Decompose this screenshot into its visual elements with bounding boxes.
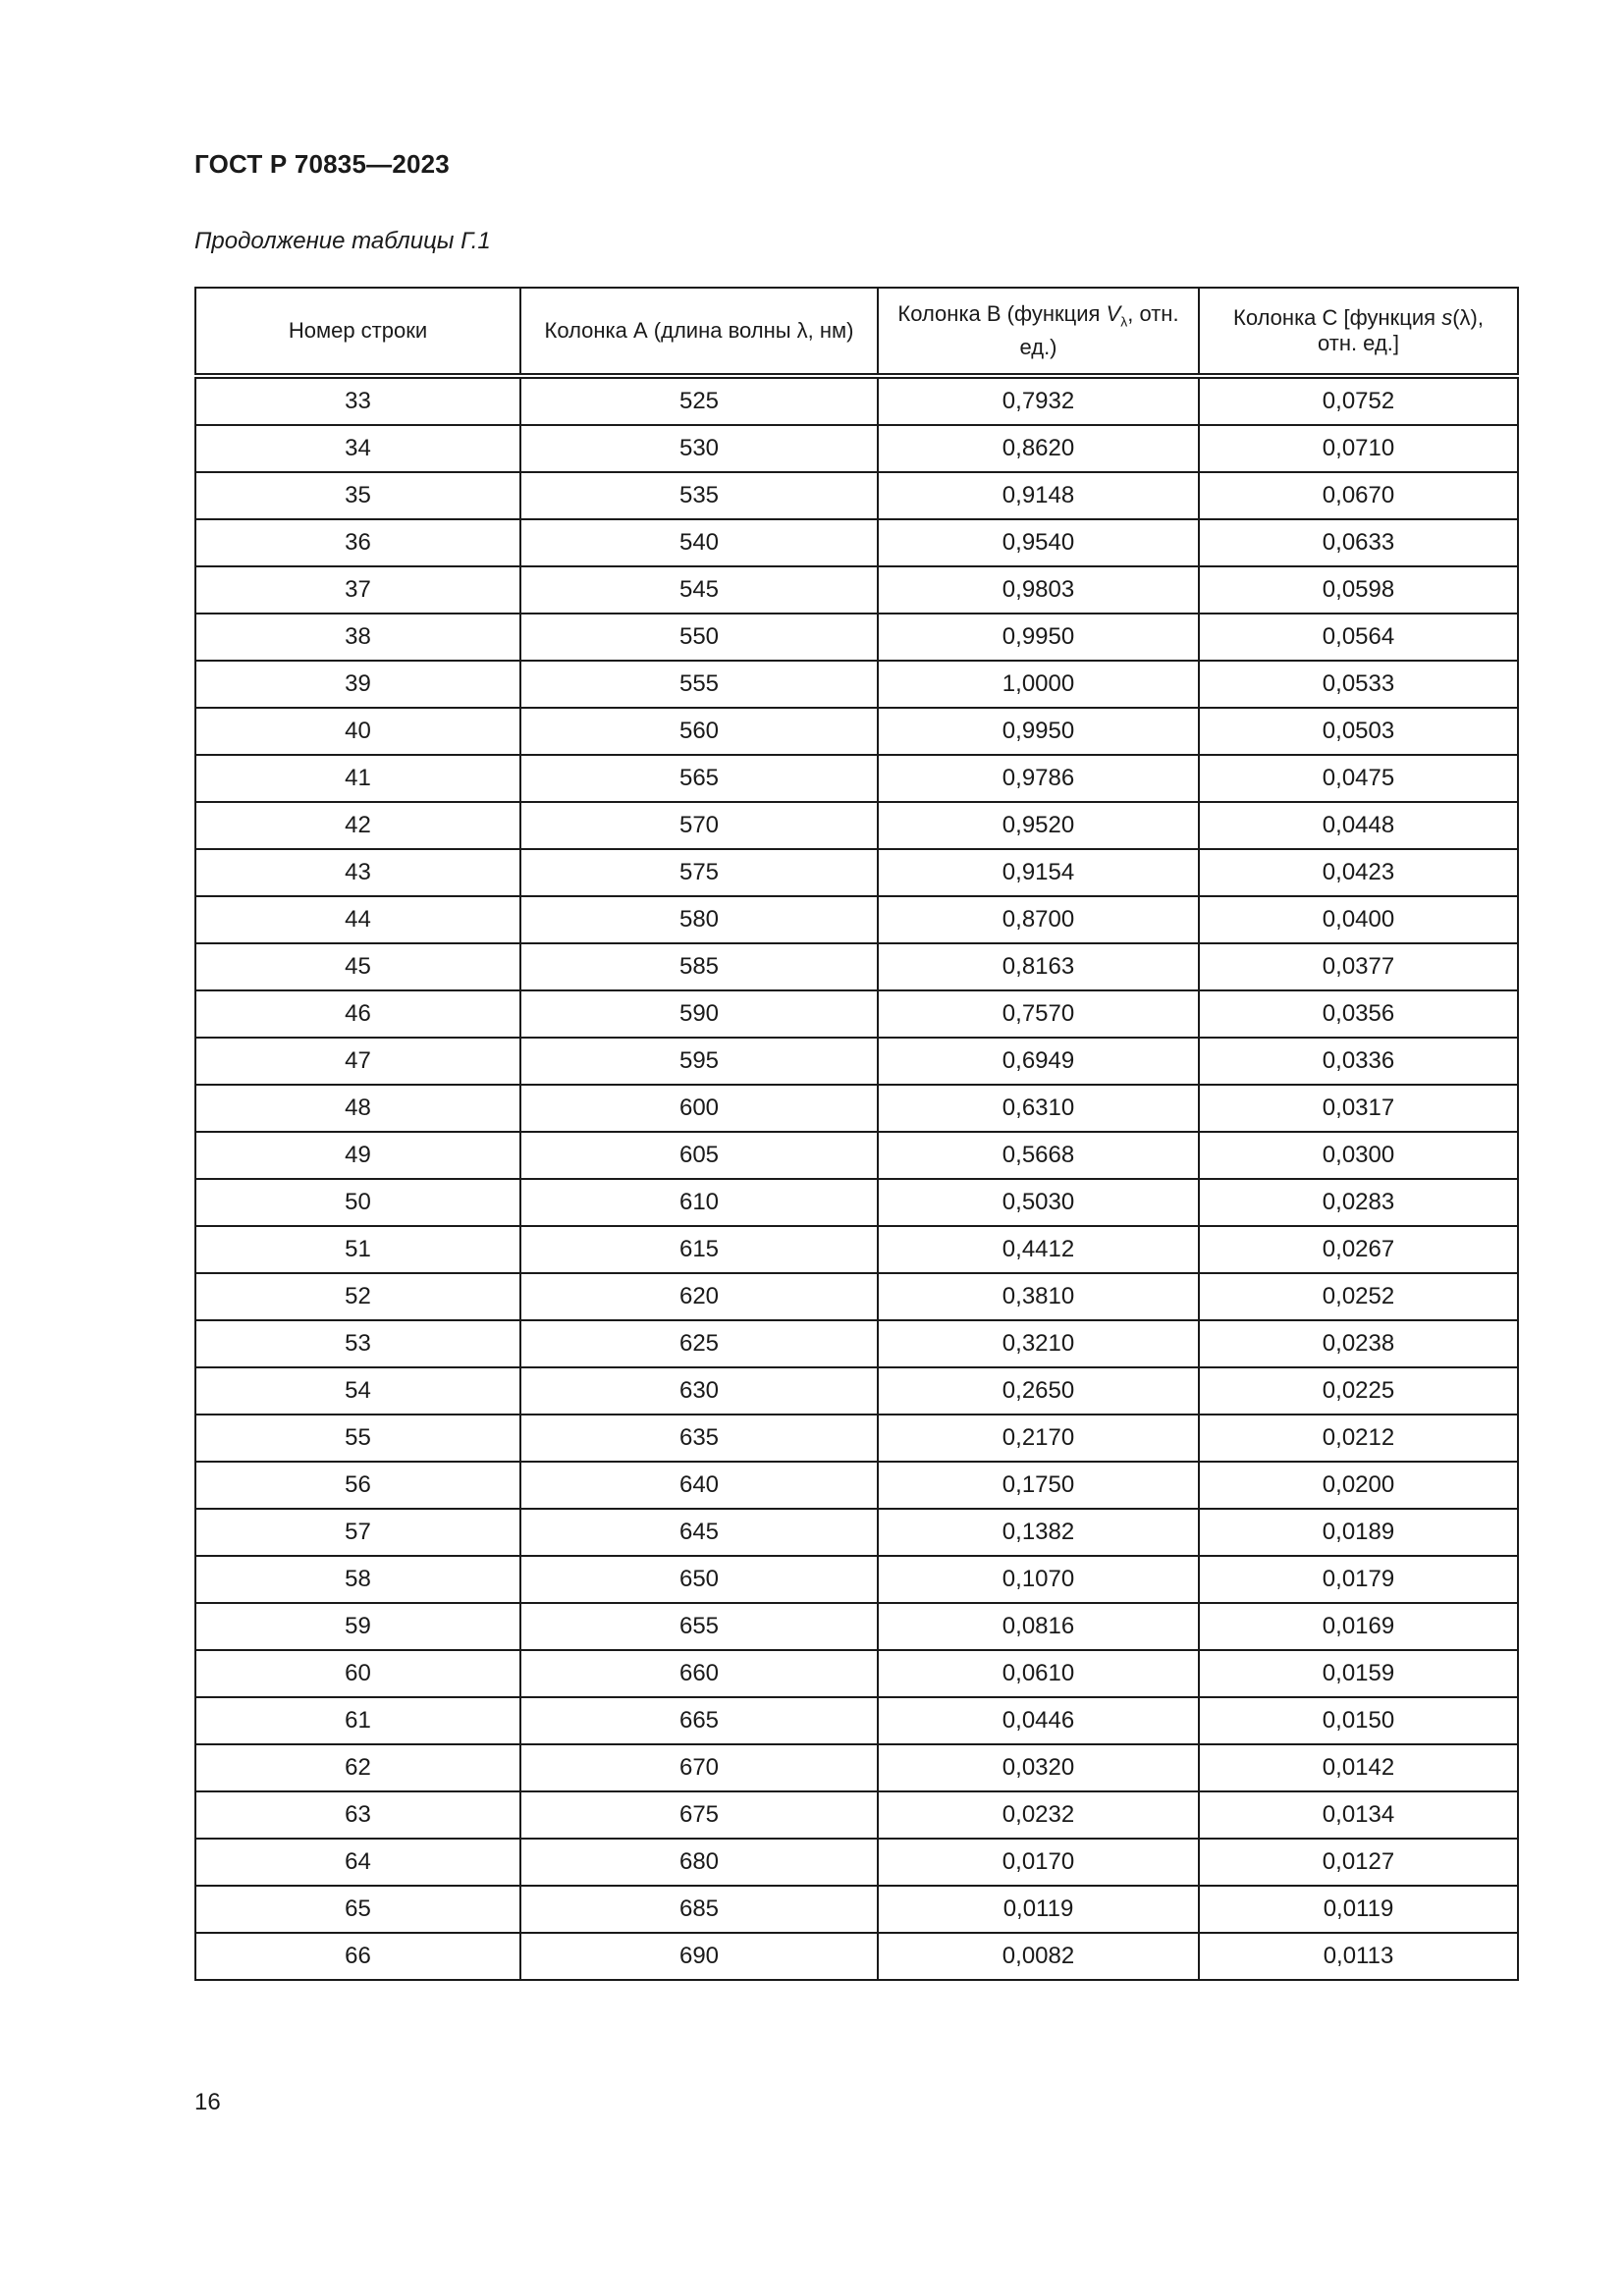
- cell-row-number: 33: [195, 376, 520, 425]
- cell-function-s: 0,0448: [1199, 802, 1518, 849]
- cell-function-s: 0,0283: [1199, 1179, 1518, 1226]
- cell-function-s: 0,0400: [1199, 896, 1518, 943]
- cell-function-v: 0,1070: [878, 1556, 1199, 1603]
- table-row: [195, 990, 1518, 1038]
- cell-function-v: 0,3210: [878, 1320, 1199, 1367]
- cell-wavelength: 575: [520, 849, 878, 896]
- cell-function-s: 0,0200: [1199, 1462, 1518, 1509]
- cell-row-number: 35: [195, 472, 520, 519]
- cell-function-s: 0,0752: [1199, 376, 1518, 425]
- cell-function-s: 0,0633: [1199, 519, 1518, 566]
- table-row: [195, 1839, 1518, 1886]
- cell-row-number: 66: [195, 1933, 520, 1980]
- cell-function-s: 0,0252: [1199, 1273, 1518, 1320]
- table-row: [195, 896, 1518, 943]
- cell-row-number: 64: [195, 1839, 520, 1886]
- table-row: [195, 1603, 1518, 1650]
- cell-function-v: 0,6949: [878, 1038, 1199, 1085]
- cell-function-v: 0,7932: [878, 376, 1199, 425]
- cell-function-s: 0,0142: [1199, 1744, 1518, 1791]
- cell-row-number: 40: [195, 708, 520, 755]
- table-continuation-caption: Продолжение таблицы Г.1: [194, 228, 491, 254]
- cell-row-number: 63: [195, 1791, 520, 1839]
- cell-function-s: 0,0238: [1199, 1320, 1518, 1367]
- cell-function-v: 0,0082: [878, 1933, 1199, 1980]
- cell-function-s: 0,0533: [1199, 661, 1518, 708]
- header-column-b: Колонка B (функция $V_\lambda$, отн. ед.): [878, 288, 1199, 376]
- table-row: [195, 708, 1518, 755]
- cell-function-v: 0,8163: [878, 943, 1199, 990]
- cell-function-v: 0,0610: [878, 1650, 1199, 1697]
- cell-function-v: 0,0446: [878, 1697, 1199, 1744]
- table-row: [195, 1933, 1518, 1980]
- cell-row-number: 65: [195, 1886, 520, 1933]
- table-row: [195, 1320, 1518, 1367]
- cell-row-number: 50: [195, 1179, 520, 1226]
- cell-function-s: 0,0423: [1199, 849, 1518, 896]
- cell-function-v: 0,8620: [878, 425, 1199, 472]
- table-row: [195, 802, 1518, 849]
- table-row: [195, 943, 1518, 990]
- table-row: [195, 1226, 1518, 1273]
- cell-row-number: 51: [195, 1226, 520, 1273]
- cell-wavelength: 630: [520, 1367, 878, 1415]
- table-row: [195, 1650, 1518, 1697]
- cell-wavelength: 600: [520, 1085, 878, 1132]
- cell-function-s: 0,0113: [1199, 1933, 1518, 1980]
- cell-function-s: 0,0336: [1199, 1038, 1518, 1085]
- table-row: [195, 1132, 1518, 1179]
- table-row: [195, 755, 1518, 802]
- cell-row-number: 49: [195, 1132, 520, 1179]
- cell-function-s: 0,0159: [1199, 1650, 1518, 1697]
- cell-wavelength: 660: [520, 1650, 878, 1697]
- table-row: [195, 1509, 1518, 1556]
- cell-wavelength: 690: [520, 1933, 878, 1980]
- cell-row-number: 42: [195, 802, 520, 849]
- cell-wavelength: 635: [520, 1415, 878, 1462]
- header-column-a: Колонка А (длина волны λ, нм): [520, 288, 878, 376]
- cell-row-number: 62: [195, 1744, 520, 1791]
- cell-function-s: 0,0212: [1199, 1415, 1518, 1462]
- cell-function-v: 0,5030: [878, 1179, 1199, 1226]
- cell-function-s: 0,0150: [1199, 1697, 1518, 1744]
- cell-row-number: 57: [195, 1509, 520, 1556]
- cell-wavelength: 560: [520, 708, 878, 755]
- cell-function-v: 0,1750: [878, 1462, 1199, 1509]
- cell-row-number: 41: [195, 755, 520, 802]
- cell-row-number: 54: [195, 1367, 520, 1415]
- cell-function-v: 0,9520: [878, 802, 1199, 849]
- cell-row-number: 37: [195, 566, 520, 614]
- cell-function-s: 0,0179: [1199, 1556, 1518, 1603]
- table-row: [195, 1886, 1518, 1933]
- cell-wavelength: 605: [520, 1132, 878, 1179]
- cell-function-s: 0,0356: [1199, 990, 1518, 1038]
- cell-wavelength: 675: [520, 1791, 878, 1839]
- cell-function-s: 0,0300: [1199, 1132, 1518, 1179]
- table-row: [195, 1744, 1518, 1791]
- table-row: [195, 849, 1518, 896]
- cell-function-s: 0,0119: [1199, 1886, 1518, 1933]
- page-number: 16: [194, 2089, 221, 2115]
- table-row: [195, 1367, 1518, 1415]
- cell-function-v: 0,9803: [878, 566, 1199, 614]
- table-row: [195, 566, 1518, 614]
- cell-row-number: 45: [195, 943, 520, 990]
- table-row: [195, 1556, 1518, 1603]
- cell-row-number: 43: [195, 849, 520, 896]
- table-row: [195, 376, 1518, 425]
- cell-wavelength: 585: [520, 943, 878, 990]
- cell-row-number: 53: [195, 1320, 520, 1367]
- cell-function-v: 0,2170: [878, 1415, 1199, 1462]
- table-row: [195, 472, 1518, 519]
- cell-function-v: 0,0170: [878, 1839, 1199, 1886]
- cell-wavelength: 680: [520, 1839, 878, 1886]
- table-row: [195, 519, 1518, 566]
- cell-function-v: 0,9540: [878, 519, 1199, 566]
- cell-wavelength: 645: [520, 1509, 878, 1556]
- cell-function-v: 0,1382: [878, 1509, 1199, 1556]
- header-column-c: Колонка C [функция s(λ), отн. ед.]: [1199, 288, 1518, 376]
- cell-function-v: 0,0320: [878, 1744, 1199, 1791]
- cell-function-s: 0,0169: [1199, 1603, 1518, 1650]
- cell-row-number: 48: [195, 1085, 520, 1132]
- cell-row-number: 55: [195, 1415, 520, 1462]
- cell-function-s: 0,0475: [1199, 755, 1518, 802]
- cell-wavelength: 655: [520, 1603, 878, 1650]
- cell-row-number: 59: [195, 1603, 520, 1650]
- table-row: [195, 661, 1518, 708]
- cell-row-number: 58: [195, 1556, 520, 1603]
- cell-row-number: 56: [195, 1462, 520, 1509]
- spectral-data-table: [194, 287, 1519, 1981]
- cell-function-s: 0,0564: [1199, 614, 1518, 661]
- cell-function-v: 0,9950: [878, 708, 1199, 755]
- cell-wavelength: 615: [520, 1226, 878, 1273]
- table-body: [195, 376, 1518, 1980]
- table-row: [195, 1791, 1518, 1839]
- cell-wavelength: 525: [520, 376, 878, 425]
- cell-wavelength: 540: [520, 519, 878, 566]
- cell-function-v: 0,9786: [878, 755, 1199, 802]
- cell-wavelength: 580: [520, 896, 878, 943]
- cell-function-v: 0,5668: [878, 1132, 1199, 1179]
- cell-function-s: 0,0710: [1199, 425, 1518, 472]
- cell-function-v: 0,9148: [878, 472, 1199, 519]
- cell-row-number: 44: [195, 896, 520, 943]
- cell-wavelength: 665: [520, 1697, 878, 1744]
- cell-function-v: 0,3810: [878, 1273, 1199, 1320]
- header-row-number: Номер строки: [195, 288, 520, 376]
- cell-wavelength: 670: [520, 1744, 878, 1791]
- cell-function-v: 0,6310: [878, 1085, 1199, 1132]
- cell-function-v: 0,0119: [878, 1886, 1199, 1933]
- table-row: [195, 1697, 1518, 1744]
- cell-function-v: 1,0000: [878, 661, 1199, 708]
- cell-wavelength: 590: [520, 990, 878, 1038]
- table-row: [195, 1085, 1518, 1132]
- cell-function-v: 0,9154: [878, 849, 1199, 896]
- cell-row-number: 52: [195, 1273, 520, 1320]
- cell-wavelength: 550: [520, 614, 878, 661]
- table-row: [195, 1462, 1518, 1509]
- cell-function-s: 0,0598: [1199, 566, 1518, 614]
- table-row: [195, 1179, 1518, 1226]
- cell-row-number: 46: [195, 990, 520, 1038]
- cell-function-v: 0,8700: [878, 896, 1199, 943]
- cell-row-number: 60: [195, 1650, 520, 1697]
- cell-function-s: 0,0670: [1199, 472, 1518, 519]
- cell-row-number: 34: [195, 425, 520, 472]
- cell-row-number: 61: [195, 1697, 520, 1744]
- cell-wavelength: 610: [520, 1179, 878, 1226]
- table-header-row: [195, 288, 1518, 376]
- cell-function-v: 0,2650: [878, 1367, 1199, 1415]
- cell-function-s: 0,0377: [1199, 943, 1518, 990]
- table-row: [195, 1273, 1518, 1320]
- cell-wavelength: 545: [520, 566, 878, 614]
- cell-row-number: 39: [195, 661, 520, 708]
- cell-function-v: 0,0232: [878, 1791, 1199, 1839]
- table-row: [195, 425, 1518, 472]
- cell-function-s: 0,0503: [1199, 708, 1518, 755]
- cell-wavelength: 650: [520, 1556, 878, 1603]
- cell-wavelength: 620: [520, 1273, 878, 1320]
- cell-wavelength: 555: [520, 661, 878, 708]
- cell-wavelength: 530: [520, 425, 878, 472]
- cell-wavelength: 640: [520, 1462, 878, 1509]
- cell-function-s: 0,0134: [1199, 1791, 1518, 1839]
- cell-row-number: 36: [195, 519, 520, 566]
- cell-wavelength: 570: [520, 802, 878, 849]
- cell-wavelength: 685: [520, 1886, 878, 1933]
- table-row: [195, 1415, 1518, 1462]
- table-row: [195, 1038, 1518, 1085]
- cell-function-v: 0,9950: [878, 614, 1199, 661]
- cell-function-s: 0,0127: [1199, 1839, 1518, 1886]
- cell-function-s: 0,0225: [1199, 1367, 1518, 1415]
- cell-function-s: 0,0317: [1199, 1085, 1518, 1132]
- cell-function-v: 0,0816: [878, 1603, 1199, 1650]
- cell-function-v: 0,7570: [878, 990, 1199, 1038]
- document-header: ГОСТ Р 70835—2023: [194, 149, 450, 179]
- cell-wavelength: 535: [520, 472, 878, 519]
- table-row: [195, 614, 1518, 661]
- cell-wavelength: 595: [520, 1038, 878, 1085]
- cell-wavelength: 625: [520, 1320, 878, 1367]
- cell-wavelength: 565: [520, 755, 878, 802]
- cell-row-number: 38: [195, 614, 520, 661]
- cell-function-v: 0,4412: [878, 1226, 1199, 1273]
- cell-row-number: 47: [195, 1038, 520, 1085]
- cell-function-s: 0,0267: [1199, 1226, 1518, 1273]
- cell-function-s: 0,0189: [1199, 1509, 1518, 1556]
